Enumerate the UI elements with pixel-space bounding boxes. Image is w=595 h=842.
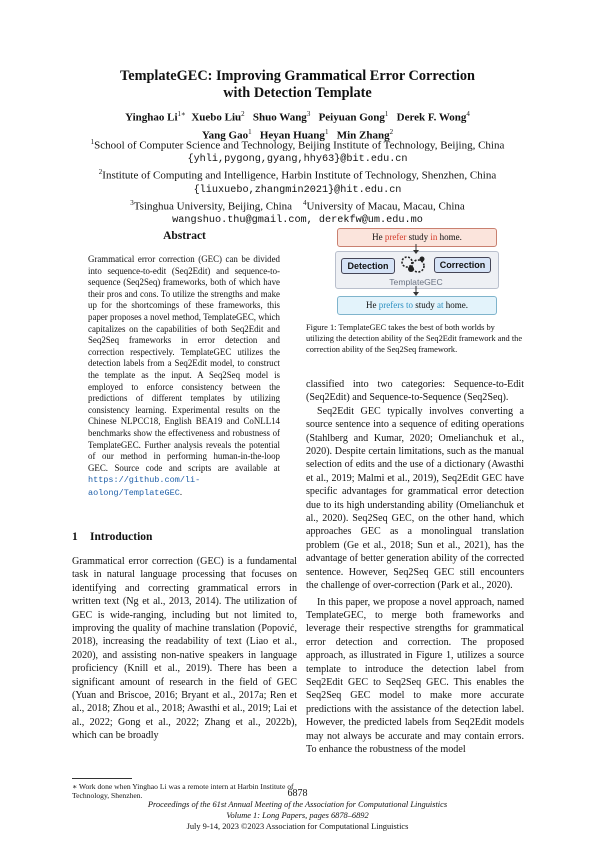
author-name: Min Zhang: [336, 129, 390, 142]
author-name: Yinghao Li: [125, 111, 178, 124]
author-affil-mark: 2: [389, 127, 394, 136]
author-name: Xuebo Liu: [191, 111, 242, 124]
fusion-icon: [398, 254, 430, 276]
section-number: 1: [72, 531, 78, 543]
section-heading: [72, 531, 152, 543]
proceedings-line: Proceedings of the 61st Annual Meeting of the Association for Computational Linguistics: [147, 800, 448, 809]
error-word: prefer: [384, 232, 407, 242]
footnote-rule: [72, 778, 132, 779]
affiliation-1-email: {yhli,pygong,gyang,hhy63}@bit.edu.cn: [187, 154, 408, 166]
author-affil-mark: 1: [248, 127, 252, 136]
author-line-1: [0, 107, 595, 125]
affiliation-2: $^2$Institute of Computing and Intelligence, Harbin Institute of Technology, Shenzhen, China: [98, 168, 497, 183]
affiliation-3-4: $^3$Tsinghua University, Beijing, China $^4$University of Macau, Macau, China: [130, 198, 465, 213]
footnote: ∗ Work done when Yinghao Li was a remote intern at Harbin Institute of Technology, Shenzhen.: [72, 782, 294, 801]
error-word: in: [430, 232, 438, 242]
affiliation-1: $^1$School of Computer Science and Technology, Beijing Institute of Technology, Beijing, China: [90, 138, 505, 152]
author-affil-mark: 1∗: [177, 110, 186, 118]
detection-module: Detection: [341, 258, 395, 274]
copyright-line: July 9-14, 2023 ©2023 Association for Computational Linguistics: [186, 822, 409, 831]
fixed-word: at: [437, 300, 444, 310]
section-title: Introduction: [90, 531, 153, 543]
author-affil-mark: 4: [466, 110, 470, 118]
figure-caption: Figure 1: TemplateGEC takes the best of both worlds by utilizing the detection ability of the Seq2Edit framework and the correction ability of the Seq2Seq framework.: [306, 323, 523, 354]
affiliation-3-4-email: wangshuo.thu@gmail.com, derekfw@um.edu.mo: [172, 215, 423, 226]
paper-title: [0, 68, 595, 102]
author-name: Peiyuan Gong: [318, 111, 385, 124]
abstract-text: Grammatical error correction (GEC) can be divided into sequence-to-edit (Seq2Edit) and sequence-to-sequence (Seq2Seq) frameworks, both of which have their pros and cons. To utilize the strengths and make up for the shortcomings of these frameworks, this paper proposes a novel method, TemplateGEC, which capitalizes on the capabilities of both Seq2Edit and Seq2Seq frameworks in error detection and correction respectively. TemplateGEC utilizes the detection labels from a Seq2Edit model, to construct the template as the input. A Seq2Seq model is employed to enforce consistency between the predictions of different templates by utilizing consistency learning. Experimental results on the Chinese NLPCC18, English BEA19 and CoNLL14 benchmarks show the effectiveness and robustness of TemplateGEC. Further analysis reveals the potential of our method in performing human-in-the-loop GEC. Source code and scripts are available at: [88, 254, 280, 473]
page-number: 6878: [287, 788, 308, 799]
author-affil-mark: 1: [384, 110, 389, 118]
author-name: Yang Gao: [201, 129, 249, 142]
author-affil-mark: 1: [324, 127, 329, 136]
author-name: Heyan Huang: [259, 129, 325, 142]
abstract-body: Grammatical error correction (GEC) can be divided into sequence-to-edit (Seq2Edit) and sequence-to-sequence (Seq2Seq) frameworks, both of which have their pros and cons. To utilize the strengths and make up for the shortcomings of these frameworks, this paper proposes a novel method, TemplateGEC, which capitalizes on the capabilities of both Seq2Edit and Seq2Seq frameworks in error detection and correction respectively. TemplateGEC utilizes the detection labels from a Seq2Edit model, to construct the template as the input. A Seq2Seq model is employed to enforce consistency between the predictions of different templates by utilizing consistency learning. Experimental results on the Chinese NLPCC18, English BEA19 and CoNLL14 benchmarks show the effectiveness and robustness of TemplateGEC. Further analysis reveals the potential of our method in performing human-in-the-loop GEC. Source code and scripts are available at https://github.com/li-aolong/TemplateGEC.: [88, 254, 280, 498]
author-affil-mark: 2: [241, 110, 245, 118]
source-code-link[interactable]: https://github.com/li-aolong/TemplateGEC: [88, 475, 201, 498]
model-label: TemplateGEC: [389, 277, 443, 287]
affiliation-2-email: {liuxuebo,zhangmin2021}@hit.edu.cn: [193, 184, 402, 196]
affiliations: [0, 136, 595, 227]
intro-paragraph: Grammatical error correction (GEC) is a fundamental task in natural language processing that focuses on identifying and correcting grammatical errors in written text (Ng et al., 2013, 2014). The utilization of GEC is wide-ranging, including but not limited to, improving the quality of machine translation (Popović, 2018), increasing the readability of text (Liao et al., 2020), and assisting non-native speakers in language proficiency (Knill et al., 2019). There has been a significant amount of research in the field of GEC (Yuan and Briscoe, 2016; Bryant et al., 2017a; Ren et al., 2018; Zhou et al., 2018; Awasthi et al., 2019; Lai et al., 2022; Gong et al., 2022; Zhang et al., 2022b), which can be broadly: [72, 556, 297, 742]
author-name: Shuo Wang: [252, 111, 307, 124]
paragraph: Seq2Edit GEC typically involves converting a source sentence into a sequence of editing operations (Stahlberg and Kumar, 2020; Omelianchuk et al., 2020). Despite certain limitations, such as the manual selection of edits and the use of a dictionary (Awasthi et al., 2019; Malmi et al., 2019), Seq2Edit GEC have specific advantages for grammatical error detection due to its high understanding ability (Omelianchuk et al., 2020). Seq2Seq GEC, on the other hand, which approaches GEC as a monolingual translation problem (Ge et al., 2018; Sun et al., 2021), has the advantage of better generation ability of the corrected sentence. However, Seq2Seq GEC still encounters the challenge of over-correction (Park et al., 2020).: [306, 405, 524, 592]
volume-line: Volume 1: Long Papers, pages 6878–6892: [226, 811, 369, 820]
arrow-down-icon: [410, 286, 422, 296]
correction-module: Correction: [434, 257, 491, 273]
title-line-2: with Detection Template: [223, 85, 372, 101]
fixed-word: prefers to: [378, 300, 413, 310]
author-affil-mark: 3: [306, 110, 311, 118]
paragraph: classified into two categories: Sequence-to-Edit (Seq2Edit) and Sequence-to-Sequence (Seq2Seq).: [306, 379, 524, 404]
figure-input-sentence: He prefer study in home.: [337, 228, 497, 247]
paragraph: In this paper, we propose a novel approach, named TemplateGEC, to merge both frameworks and leverage their respective strengths for grammatical error detection and correction. The proposed approach, as illustrated in Figure 1, utilizes a source template to introduce the detection label from Seq2Edit GEC to Seq2Seq GEC. This enables the Seq2Seq GEC model to make more accurate predictions with the assistance of the detection label. However, the predicted labels from Seq2Edit models may not always be accurate and may contain errors. To enhance the robustness of the model: [306, 596, 524, 755]
abstract-heading: Abstract: [163, 230, 206, 242]
right-column-text: [306, 378, 524, 756]
title-line-1: TemplateGEC: Improving Grammatical Error Correction: [120, 68, 475, 84]
figure-output-sentence: He prefers to study at home.: [337, 296, 497, 315]
arrow-down-icon: [410, 244, 422, 254]
author-name: Derek F. Wong: [396, 111, 467, 124]
